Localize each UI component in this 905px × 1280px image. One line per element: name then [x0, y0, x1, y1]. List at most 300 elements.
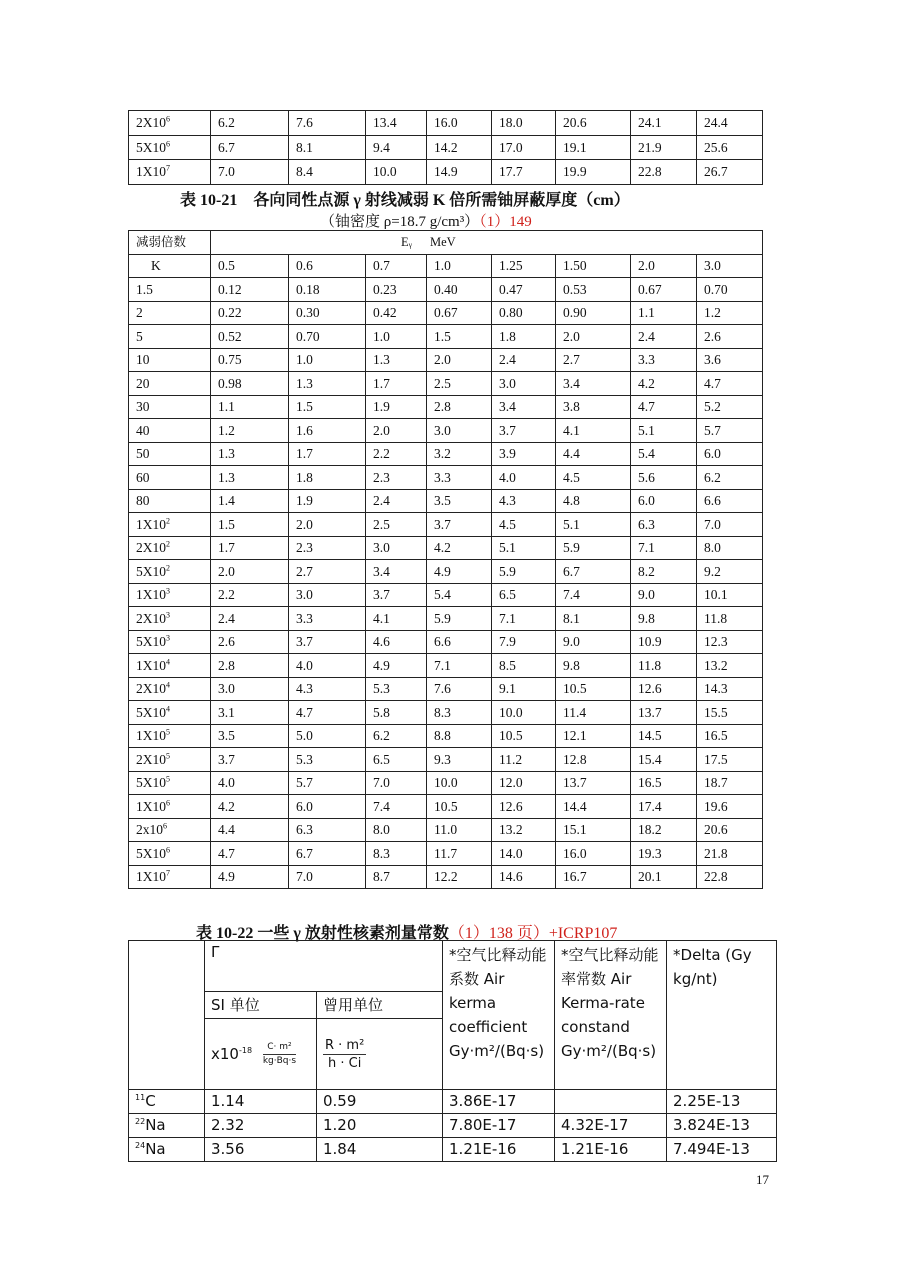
- energy-value-cell: 2.0: [631, 254, 697, 278]
- thickness-cell: 4.4: [556, 442, 631, 466]
- thickness-cell: 4.0: [289, 654, 366, 678]
- thickness-cell: 12.2: [427, 865, 492, 889]
- thickness-cell: 2.0: [211, 560, 289, 584]
- delta-cell: 3.824E-13: [667, 1114, 777, 1138]
- si-value-cell: 1.14: [205, 1090, 317, 1114]
- thickness-cell: 10.5: [427, 795, 492, 819]
- thickness-cell: 13.2: [697, 654, 763, 678]
- thickness-cell: 11.0: [427, 818, 492, 842]
- attenuation-factor-cell: $5X10^5$: [129, 771, 211, 795]
- energy-value-cell: 1.25: [492, 254, 556, 278]
- kerma-coefficient-cell: 1.21E-16: [443, 1138, 555, 1162]
- thickness-cell: 2.0: [427, 348, 492, 372]
- thickness-cell: 18.2: [631, 818, 697, 842]
- thickness-cell: 2.7: [289, 560, 366, 584]
- si-unit-header: SI 单位: [205, 992, 317, 1019]
- thickness-cell: 4.3: [492, 489, 556, 513]
- thickness-cell: 7.0: [697, 513, 763, 537]
- energy-symbol: Eᵧ: [401, 235, 412, 249]
- attenuation-factor-cell: $2x10^6$: [129, 818, 211, 842]
- attenuation-factor-cell: $5X10^2$: [129, 560, 211, 584]
- thickness-cell: 11.8: [631, 654, 697, 678]
- thickness-cell: 8.4: [289, 160, 366, 185]
- table-row: [129, 442, 763, 466]
- thickness-cell: 5.3: [366, 677, 427, 701]
- thickness-cell: 3.0: [492, 372, 556, 396]
- gamma-header: Γ: [205, 941, 443, 992]
- thickness-cell: 6.7: [556, 560, 631, 584]
- thickness-cell: 0.98: [211, 372, 289, 396]
- table-row: [129, 348, 763, 372]
- attenuation-factor-cell: 20: [129, 372, 211, 396]
- thickness-cell: 8.1: [289, 135, 366, 160]
- thickness-cell: 5.9: [492, 560, 556, 584]
- thickness-cell: 22.8: [697, 865, 763, 889]
- thickness-cell: 9.8: [631, 607, 697, 631]
- uranium-shielding-table: [128, 230, 763, 889]
- energy-value-cell: 0.5: [211, 254, 289, 278]
- thickness-cell: 4.2: [631, 372, 697, 396]
- thickness-cell: 4.3: [289, 677, 366, 701]
- thickness-cell: 7.1: [492, 607, 556, 631]
- table-row: [129, 818, 763, 842]
- thickness-cell: 1.2: [211, 419, 289, 443]
- thickness-cell: 3.0: [366, 536, 427, 560]
- thickness-cell: 16.5: [697, 724, 763, 748]
- thickness-cell: 20.6: [556, 111, 631, 136]
- attenuation-factor-cell: 5: [129, 325, 211, 349]
- table-10-22-title: 表 10-22 一些 γ 放射性核素剂量常数: [196, 925, 449, 942]
- thickness-cell: 14.4: [556, 795, 631, 819]
- thickness-cell: 0.67: [427, 301, 492, 325]
- thickness-cell: 6.5: [366, 748, 427, 772]
- thickness-cell: 4.6: [366, 630, 427, 654]
- thickness-cell: 8.5: [492, 654, 556, 678]
- thickness-cell: 8.0: [366, 818, 427, 842]
- thickness-cell: 0.22: [211, 301, 289, 325]
- thickness-cell: 5.9: [556, 536, 631, 560]
- thickness-cell: 12.1: [556, 724, 631, 748]
- nuclide-cell: $^{11}$C: [129, 1090, 205, 1114]
- thickness-cell: 6.3: [631, 513, 697, 537]
- thickness-cell: 8.2: [631, 560, 697, 584]
- thickness-cell: 2.4: [211, 607, 289, 631]
- nuclide-cell: $^{24}$Na: [129, 1138, 205, 1162]
- thickness-cell: 24.1: [631, 111, 697, 136]
- thickness-cell: 6.2: [697, 466, 763, 490]
- attenuation-factor-cell: 60: [129, 466, 211, 490]
- thickness-cell: 0.30: [289, 301, 366, 325]
- thickness-cell: 17.4: [631, 795, 697, 819]
- table-row: [129, 560, 763, 584]
- attenuation-factor-cell: 2: [129, 301, 211, 325]
- thickness-cell: 7.1: [427, 654, 492, 678]
- thickness-cell: 3.9: [492, 442, 556, 466]
- thickness-cell: 17.7: [492, 160, 556, 185]
- thickness-cell: 12.3: [697, 630, 763, 654]
- thickness-cell: 11.8: [697, 607, 763, 631]
- thickness-cell: 1.5: [211, 513, 289, 537]
- si-value-cell: 3.56: [205, 1138, 317, 1162]
- nuclide-header-cell: [129, 941, 205, 1090]
- thickness-cell: 25.6: [697, 135, 763, 160]
- thickness-cell: 1.5: [427, 325, 492, 349]
- thickness-cell: 21.8: [697, 842, 763, 866]
- thickness-cell: 3.0: [427, 419, 492, 443]
- old-unit-value-cell: 1.20: [317, 1114, 443, 1138]
- thickness-cell: 1.5: [289, 395, 366, 419]
- thickness-cell: 19.3: [631, 842, 697, 866]
- thickness-cell: 7.1: [631, 536, 697, 560]
- thickness-cell: 16.5: [631, 771, 697, 795]
- thickness-cell: 5.0: [289, 724, 366, 748]
- attenuation-factor-cell: $1X10^6$: [129, 795, 211, 819]
- thickness-cell: 4.0: [492, 466, 556, 490]
- thickness-cell: 3.0: [289, 583, 366, 607]
- table-row: [129, 842, 763, 866]
- thickness-cell: 2.4: [366, 489, 427, 513]
- thickness-cell: 9.0: [556, 630, 631, 654]
- thickness-cell: 1.8: [492, 325, 556, 349]
- thickness-cell: 13.2: [492, 818, 556, 842]
- attenuation-factor-cell: 30: [129, 395, 211, 419]
- thickness-cell: 6.2: [211, 111, 289, 136]
- thickness-cell: 26.7: [697, 160, 763, 185]
- thickness-cell: 12.6: [631, 677, 697, 701]
- thickness-cell: 2.4: [631, 325, 697, 349]
- thickness-cell: 6.2: [366, 724, 427, 748]
- thickness-cell: 4.1: [556, 419, 631, 443]
- thickness-cell: 0.40: [427, 278, 492, 302]
- thickness-cell: 5.4: [631, 442, 697, 466]
- thickness-cell: 4.2: [427, 536, 492, 560]
- thickness-cell: 6.0: [697, 442, 763, 466]
- thickness-cell: 9.3: [427, 748, 492, 772]
- thickness-cell: 4.4: [211, 818, 289, 842]
- si-value-cell: 2.32: [205, 1114, 317, 1138]
- thickness-cell: 21.9: [631, 135, 697, 160]
- thickness-cell: 8.3: [366, 842, 427, 866]
- thickness-cell: 3.7: [366, 583, 427, 607]
- table-row: [129, 630, 763, 654]
- table-10-22-reference: （1）138 页）+ICRP107: [448, 925, 618, 942]
- thickness-cell: 14.2: [427, 135, 492, 160]
- thickness-cell: 10.5: [492, 724, 556, 748]
- table-row: [129, 748, 763, 772]
- thickness-cell: 7.4: [366, 795, 427, 819]
- thickness-cell: 4.7: [697, 372, 763, 396]
- thickness-cell: 5.9: [427, 607, 492, 631]
- header-k: K: [129, 254, 211, 278]
- thickness-cell: 8.7: [366, 865, 427, 889]
- thickness-cell: 3.4: [556, 372, 631, 396]
- thickness-cell: 15.4: [631, 748, 697, 772]
- old-unit-value-cell: 1.84: [317, 1138, 443, 1162]
- thickness-cell: 1.9: [366, 395, 427, 419]
- thickness-cell: 2.8: [211, 654, 289, 678]
- kerma-rate-cell: [555, 1090, 667, 1114]
- thickness-cell: 3.7: [289, 630, 366, 654]
- thickness-cell: 5.2: [697, 395, 763, 419]
- thickness-cell: 5.1: [492, 536, 556, 560]
- delta-header: *Delta (Gy kg/nt): [667, 941, 777, 1090]
- thickness-cell: 10.0: [366, 160, 427, 185]
- thickness-cell: 0.47: [492, 278, 556, 302]
- energy-value-cell: 0.7: [366, 254, 427, 278]
- thickness-cell: 6.7: [211, 135, 289, 160]
- attenuation-factor-cell: $2X10^5$: [129, 748, 211, 772]
- thickness-cell: 3.7: [211, 748, 289, 772]
- table-row: [129, 489, 763, 513]
- thickness-cell: 7.6: [427, 677, 492, 701]
- thickness-cell: 0.70: [697, 278, 763, 302]
- thickness-cell: 8.3: [427, 701, 492, 725]
- table-row: [129, 372, 763, 396]
- attenuation-factor-cell: $1X10^7$: [129, 865, 211, 889]
- thickness-cell: 3.5: [211, 724, 289, 748]
- thickness-cell: 3.6: [697, 348, 763, 372]
- thickness-cell: 11.4: [556, 701, 631, 725]
- thickness-cell: 1.3: [211, 442, 289, 466]
- thickness-cell: 4.9: [427, 560, 492, 584]
- table-row: [129, 135, 763, 160]
- thickness-cell: 1.7: [211, 536, 289, 560]
- thickness-cell: 8.0: [697, 536, 763, 560]
- thickness-cell: 2.6: [697, 325, 763, 349]
- thickness-cell: 2.3: [289, 536, 366, 560]
- old-unit-header: 曾用单位: [317, 992, 443, 1019]
- thickness-cell: 0.70: [289, 325, 366, 349]
- thickness-cell: 4.9: [366, 654, 427, 678]
- thickness-cell: 5.7: [289, 771, 366, 795]
- thickness-cell: 3.5: [427, 489, 492, 513]
- attenuation-factor-cell: $5X10^4$: [129, 701, 211, 725]
- thickness-cell: 5.3: [289, 748, 366, 772]
- thickness-cell: 6.6: [427, 630, 492, 654]
- table-row: [129, 1114, 777, 1138]
- thickness-cell: 3.3: [427, 466, 492, 490]
- air-kerma-coefficient-header: *空气比释动能系数 Air kerma coefficient Gy·m²/(Bq·s): [443, 941, 555, 1090]
- thickness-cell: 2.4: [492, 348, 556, 372]
- thickness-cell: 19.1: [556, 135, 631, 160]
- thickness-cell: 1.3: [289, 372, 366, 396]
- thickness-cell: 1.0: [366, 325, 427, 349]
- kerma-rate-cell: 4.32E-17: [555, 1114, 667, 1138]
- attenuation-factor-cell: 10: [129, 348, 211, 372]
- thickness-cell: 0.75: [211, 348, 289, 372]
- thickness-cell: 12.8: [556, 748, 631, 772]
- thickness-cell: 16.7: [556, 865, 631, 889]
- table-10-21-subcaption: [320, 210, 532, 231]
- kerma-coefficient-cell: 7.80E-17: [443, 1114, 555, 1138]
- header-energy: [211, 231, 763, 255]
- table-10-21-caption: 表 10-21 各向同性点源 γ 射线减弱 K 倍所需铀屏蔽厚度（cm）: [180, 192, 630, 209]
- thickness-cell: 12.0: [492, 771, 556, 795]
- thickness-cell: 14.0: [492, 842, 556, 866]
- thickness-cell: 2.0: [289, 513, 366, 537]
- table-row: [129, 771, 763, 795]
- thickness-cell: 3.3: [631, 348, 697, 372]
- energy-value-cell: 0.6: [289, 254, 366, 278]
- table-row: [129, 466, 763, 490]
- thickness-cell: 5.7: [697, 419, 763, 443]
- delta-cell: 7.494E-13: [667, 1138, 777, 1162]
- thickness-cell: 2.0: [556, 325, 631, 349]
- energy-unit: MeV: [429, 235, 456, 249]
- thickness-cell: 1.8: [289, 466, 366, 490]
- thickness-cell: 1.1: [211, 395, 289, 419]
- thickness-cell: 20.1: [631, 865, 697, 889]
- thickness-cell: 24.4: [697, 111, 763, 136]
- thickness-cell: 5.6: [631, 466, 697, 490]
- thickness-cell: 0.18: [289, 278, 366, 302]
- thickness-cell: 1.7: [366, 372, 427, 396]
- table-row: [129, 395, 763, 419]
- thickness-cell: 1.3: [366, 348, 427, 372]
- thickness-cell: 6.7: [289, 842, 366, 866]
- thickness-cell: 13.7: [631, 701, 697, 725]
- thickness-cell: 8.1: [556, 607, 631, 631]
- table-row: [129, 607, 763, 631]
- thickness-cell: 1.4: [211, 489, 289, 513]
- thickness-cell: 10.0: [492, 701, 556, 725]
- thickness-cell: 4.5: [492, 513, 556, 537]
- thickness-cell: 17.0: [492, 135, 556, 160]
- energy-value-cell: 3.0: [697, 254, 763, 278]
- table-row: [129, 325, 763, 349]
- table-row: [129, 1138, 777, 1162]
- kerma-rate-cell: 1.21E-16: [555, 1138, 667, 1162]
- thickness-cell: 0.42: [366, 301, 427, 325]
- thickness-cell: 19.6: [697, 795, 763, 819]
- thickness-cell: 5.8: [366, 701, 427, 725]
- table-row: [129, 583, 763, 607]
- attenuation-factor-cell: $1X10^4$: [129, 654, 211, 678]
- table-row: [129, 301, 763, 325]
- old-unit-value-cell: 0.59: [317, 1090, 443, 1114]
- thickness-cell: 18.0: [492, 111, 556, 136]
- table-row: [129, 677, 763, 701]
- density-note: （铀密度 ρ=18.7 g/cm³）: [320, 214, 480, 230]
- attenuation-factor-cell: $1X10^2$: [129, 513, 211, 537]
- thickness-cell: 3.4: [492, 395, 556, 419]
- thickness-cell: 2.3: [366, 466, 427, 490]
- air-kerma-rate-header: *空气比释动能率常数 Air Kerma-rate constand Gy·m²/(Bq·s): [555, 941, 667, 1090]
- thickness-cell: 4.7: [211, 842, 289, 866]
- thickness-cell: 18.7: [697, 771, 763, 795]
- thickness-cell: 7.9: [492, 630, 556, 654]
- thickness-cell: 14.5: [631, 724, 697, 748]
- thickness-cell: 3.3: [289, 607, 366, 631]
- thickness-cell: 9.8: [556, 654, 631, 678]
- thickness-cell: 11.2: [492, 748, 556, 772]
- thickness-cell: 3.0: [211, 677, 289, 701]
- thickness-cell: 15.1: [556, 818, 631, 842]
- attenuation-factor-cell: $1X10^7$: [129, 160, 211, 185]
- thickness-cell: 0.12: [211, 278, 289, 302]
- thickness-cell: 13.7: [556, 771, 631, 795]
- thickness-cell: 10.1: [697, 583, 763, 607]
- thickness-cell: 9.2: [697, 560, 763, 584]
- attenuation-factor-cell: 40: [129, 419, 211, 443]
- thickness-cell: 4.8: [556, 489, 631, 513]
- thickness-cell: 16.0: [556, 842, 631, 866]
- thickness-cell: 2.2: [211, 583, 289, 607]
- thickness-cell: 22.8: [631, 160, 697, 185]
- si-unit-formula: $x10^{-18}$ $\frac{\text{C· m²}}{kg\cdot Bq\cdot s}$: [205, 1019, 317, 1090]
- thickness-cell: 1.1: [631, 301, 697, 325]
- thickness-cell: 3.7: [427, 513, 492, 537]
- thickness-cell: 5.4: [427, 583, 492, 607]
- thickness-cell: 7.0: [289, 865, 366, 889]
- thickness-cell: 13.4: [366, 111, 427, 136]
- attenuation-factor-cell: $2X10^2$: [129, 536, 211, 560]
- thickness-cell: 6.0: [631, 489, 697, 513]
- thickness-cell: 0.80: [492, 301, 556, 325]
- thickness-cell: 0.23: [366, 278, 427, 302]
- attenuation-factor-cell: $1X10^5$: [129, 724, 211, 748]
- old-unit-formula: $\frac{\text{R · m²}}{h \cdot Ci}$: [317, 1019, 443, 1090]
- attenuation-factor-cell: $5X10^6$: [129, 842, 211, 866]
- header-attenuation-factor: 减弱倍数: [129, 231, 211, 255]
- thickness-cell: 1.7: [289, 442, 366, 466]
- thickness-cell: 5.1: [631, 419, 697, 443]
- thickness-cell: 1.0: [289, 348, 366, 372]
- thickness-cell: 2.6: [211, 630, 289, 654]
- attenuation-factor-cell: $2X10^6$: [129, 111, 211, 136]
- thickness-cell: 2.8: [427, 395, 492, 419]
- energy-value-cell: 1.0: [427, 254, 492, 278]
- continued-shielding-table: [128, 110, 763, 185]
- thickness-cell: 1.2: [697, 301, 763, 325]
- thickness-cell: 4.7: [631, 395, 697, 419]
- thickness-cell: 2.5: [366, 513, 427, 537]
- attenuation-factor-cell: 50: [129, 442, 211, 466]
- thickness-cell: 6.3: [289, 818, 366, 842]
- thickness-cell: 2.0: [366, 419, 427, 443]
- thickness-cell: 0.90: [556, 301, 631, 325]
- table-row: [129, 160, 763, 185]
- thickness-cell: 19.9: [556, 160, 631, 185]
- attenuation-factor-cell: 80: [129, 489, 211, 513]
- thickness-cell: 10.9: [631, 630, 697, 654]
- thickness-cell: 9.1: [492, 677, 556, 701]
- attenuation-factor-cell: $2X10^3$: [129, 607, 211, 631]
- thickness-cell: 10.5: [556, 677, 631, 701]
- kerma-coefficient-cell: 3.86E-17: [443, 1090, 555, 1114]
- thickness-cell: 12.6: [492, 795, 556, 819]
- attenuation-factor-cell: $5X10^3$: [129, 630, 211, 654]
- thickness-cell: 5.1: [556, 513, 631, 537]
- thickness-cell: 11.7: [427, 842, 492, 866]
- attenuation-factor-cell: $1X10^3$: [129, 583, 211, 607]
- nuclide-cell: $^{22}$Na: [129, 1114, 205, 1138]
- thickness-cell: 2.2: [366, 442, 427, 466]
- thickness-cell: 2.7: [556, 348, 631, 372]
- thickness-cell: 4.5: [556, 466, 631, 490]
- thickness-cell: 7.0: [366, 771, 427, 795]
- reference-note: （1）149: [479, 214, 532, 230]
- table-row: [129, 795, 763, 819]
- thickness-cell: 15.5: [697, 701, 763, 725]
- thickness-cell: 14.6: [492, 865, 556, 889]
- attenuation-factor-cell: 1.5: [129, 278, 211, 302]
- thickness-cell: 20.6: [697, 818, 763, 842]
- thickness-cell: 4.7: [289, 701, 366, 725]
- thickness-cell: 6.5: [492, 583, 556, 607]
- table-row: [129, 724, 763, 748]
- table-row: [129, 1090, 777, 1114]
